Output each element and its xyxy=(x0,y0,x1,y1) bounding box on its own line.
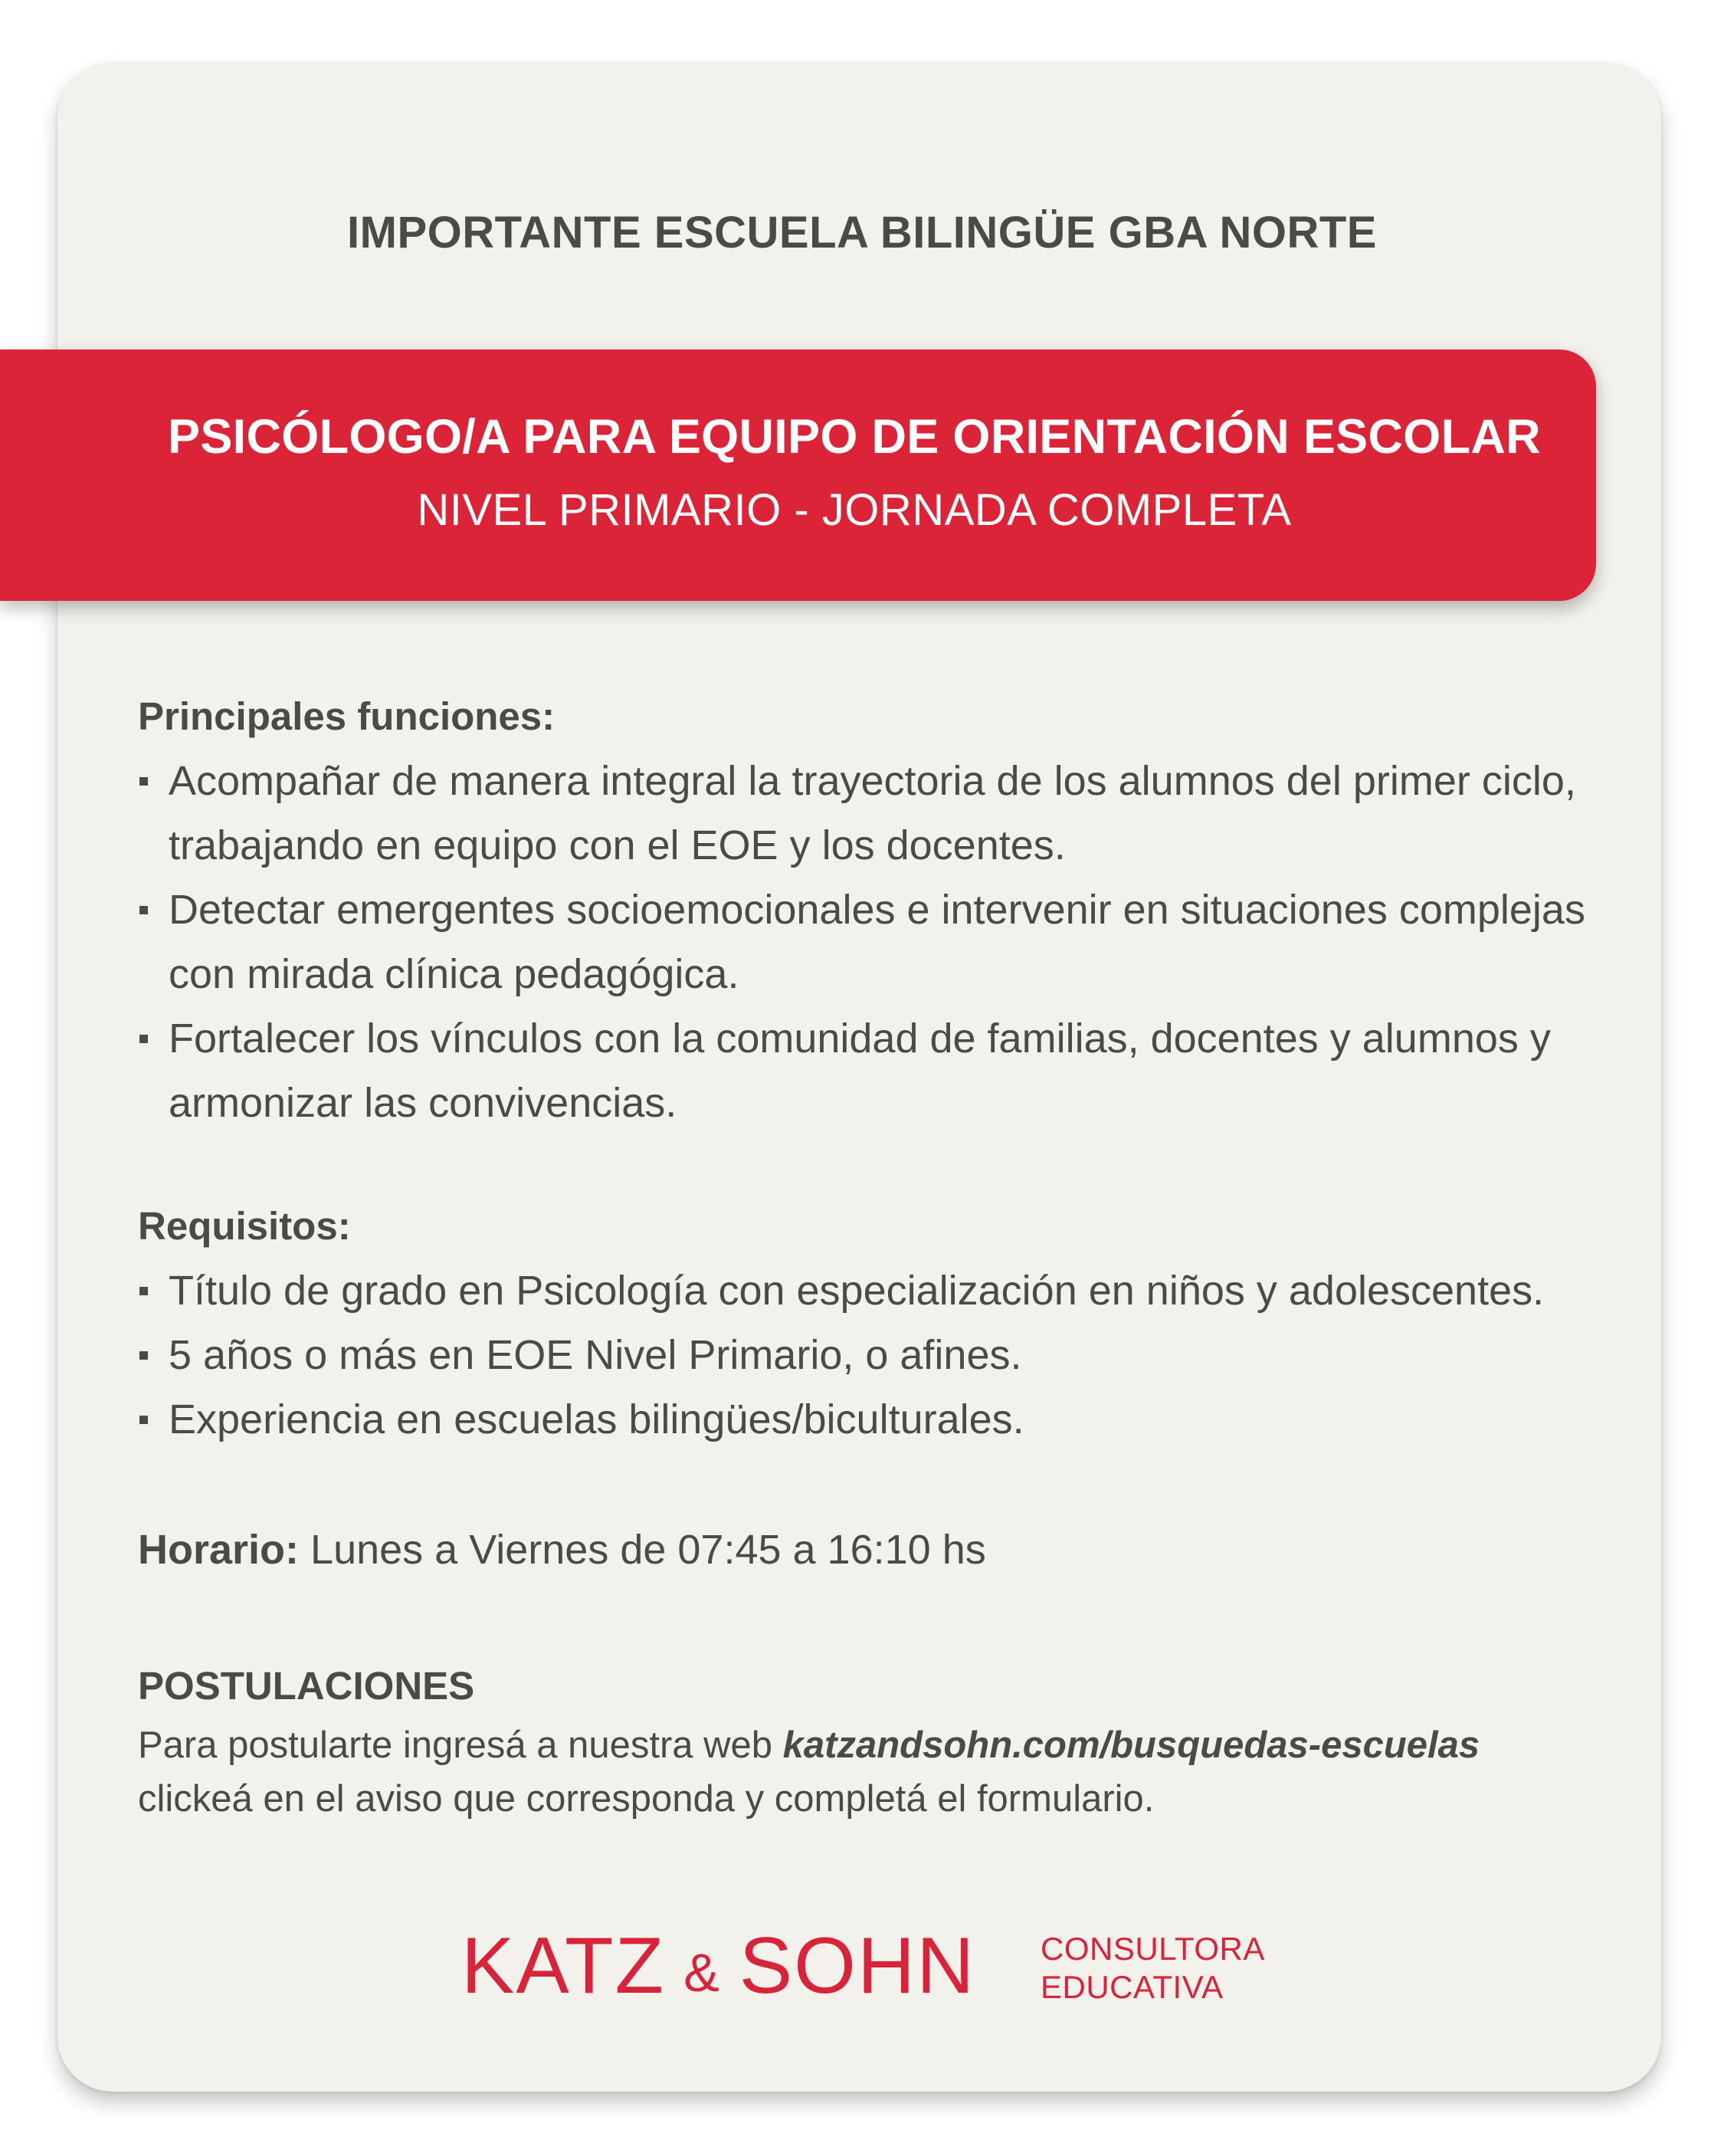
bullet-icon xyxy=(139,906,148,914)
list-item: Detectar emergentes socioemocionales e intervenir en situaciones complejas con mirada clínica pedagógica. xyxy=(138,878,1609,1006)
schedule-value: Lunes a Viernes de 07:45 a 16:10 hs xyxy=(310,1527,986,1573)
schedule-label: Horario: xyxy=(138,1527,300,1573)
list-item: 5 años o más en EOE Nivel Primario, o afines. xyxy=(138,1323,1609,1387)
website-link[interactable]: katzandsohn.com/busquedas-escuelas xyxy=(782,1724,1480,1766)
list-item: Experiencia en escuelas bilingües/biculturales. xyxy=(138,1387,1609,1452)
functions-list xyxy=(138,749,1609,1135)
list-item: Título de grado en Psicología con especialización en niños y adolescentes. xyxy=(138,1258,1609,1323)
requirements-title: Requisitos: xyxy=(138,1204,351,1248)
logo-wordmark: KATZ & SOHN xyxy=(461,1921,976,2010)
list-item: Acompañar de manera integral la trayectoria de los alumnos del primer ciclo, trabajando en equipo con el EOE y los docentes. xyxy=(138,749,1609,878)
logo-tagline: CONSULTORA EDUCATIVA xyxy=(1041,1931,1265,2005)
applications-text: Para postularte ingresá a nuestra web katzandsohn.com/busquedas-escuelas clickeá en el aviso que corresponda y completá el formulario. xyxy=(138,1724,1480,1820)
katz-sohn-logo xyxy=(0,1916,1724,2023)
position-banner xyxy=(0,349,1596,601)
functions-section xyxy=(138,684,1609,1135)
bullet-icon xyxy=(139,777,148,786)
bullet-icon xyxy=(139,1035,148,1043)
requirements-section xyxy=(138,1194,1609,1452)
functions-title: Principales funciones: xyxy=(138,694,556,738)
bullet-icon xyxy=(139,1416,148,1424)
position-title: PSICÓLOGO/A PARA EQUIPO DE ORIENTACIÓN ESCOLAR xyxy=(168,410,1541,464)
bullet-icon xyxy=(139,1287,148,1295)
schedule-line xyxy=(138,1518,986,1582)
school-heading: IMPORTANTE ESCUELA BILINGÜE GBA NORTE xyxy=(347,208,1377,258)
bullet-icon xyxy=(139,1351,148,1360)
requirements-list xyxy=(138,1258,1609,1452)
position-subtitle: NIVEL PRIMARIO - JORNADA COMPLETA xyxy=(417,485,1292,535)
applications-section xyxy=(138,1654,1609,1826)
list-item: Fortalecer los vínculos con la comunidad de familias, docentes y alumnos y armonizar las convivencias. xyxy=(138,1006,1609,1135)
applications-title: POSTULACIONES xyxy=(138,1664,475,1708)
